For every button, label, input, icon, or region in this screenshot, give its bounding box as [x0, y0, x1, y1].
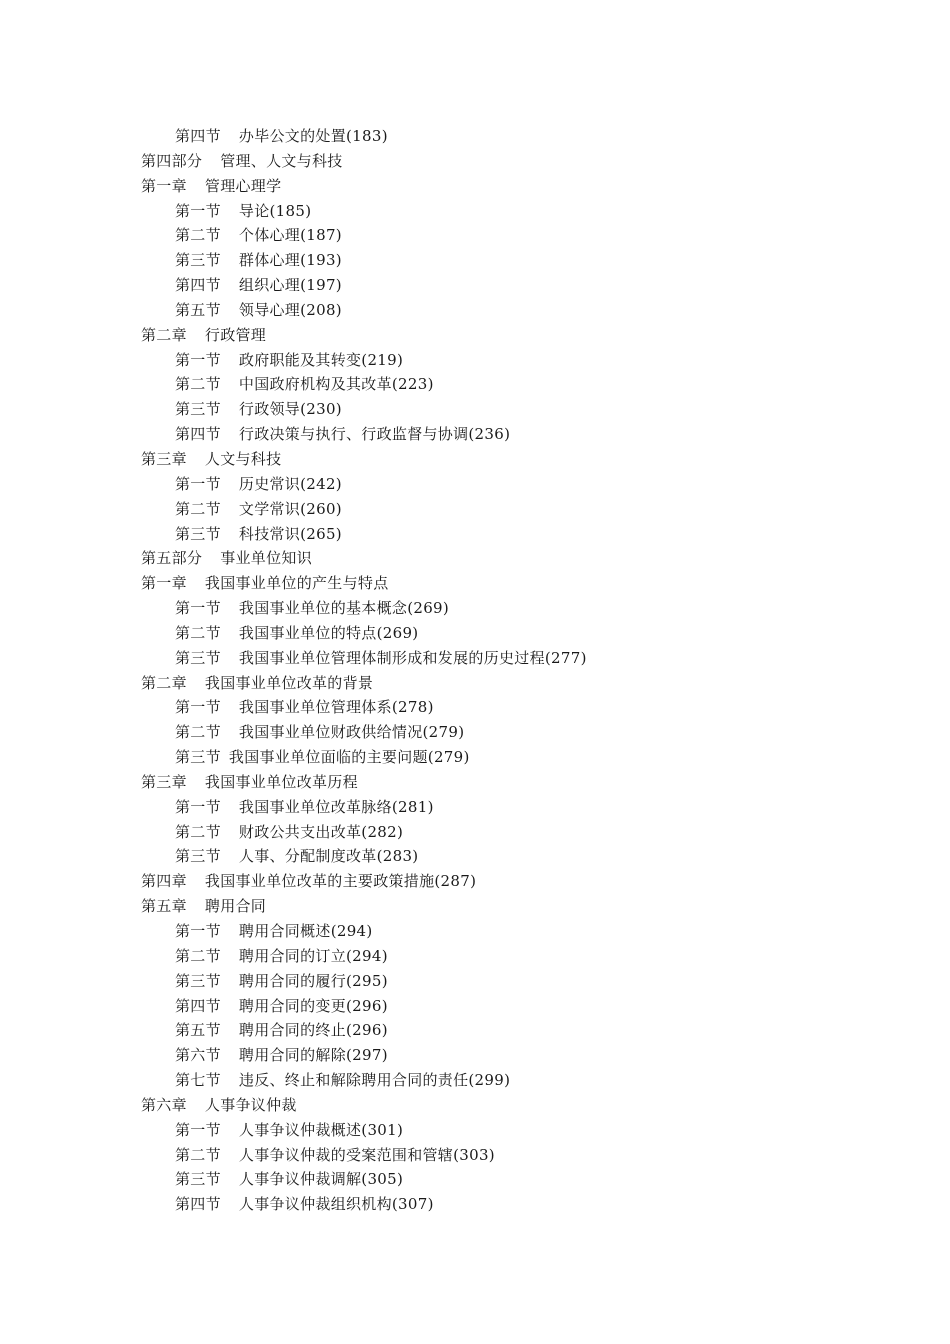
toc-title: 人事争议仲裁调解(305): [238, 1170, 404, 1189]
toc-title: 群体心理(193): [238, 251, 342, 270]
toc-entry: [141, 273, 901, 298]
toc-number: 第二节: [175, 226, 221, 245]
toc-entry: [141, 1143, 901, 1168]
toc-heading: [141, 1093, 901, 1118]
toc-entry: [141, 199, 901, 224]
toc-title: 领导心理(208): [238, 300, 342, 319]
toc-number: 第一节: [175, 201, 221, 220]
toc-number: 第三节: [175, 971, 221, 990]
toc-title: 聘用合同的终止(296): [238, 1021, 388, 1040]
toc-heading: [141, 546, 901, 571]
toc-number: 第二节: [175, 946, 221, 965]
toc-number: 第三节: [175, 1170, 221, 1189]
toc-title: 聘用合同的订立(294): [238, 946, 388, 965]
toc-title: 人事争议仲裁的受案范围和管辖(303): [238, 1145, 495, 1164]
toc-number: 第二节: [175, 623, 221, 642]
toc-title: 聘用合同概述(294): [238, 922, 373, 940]
toc-title: 中国政府机构及其改革(223): [238, 375, 434, 394]
toc-title: 行政决策与执行、行政监督与协调(236): [238, 425, 511, 444]
toc-title: 我国事业单位改革的主要政策措施(287): [204, 872, 477, 891]
toc-entry: [141, 1192, 901, 1217]
toc-number: 第四部分: [141, 151, 203, 170]
toc-number: 第五章: [141, 897, 187, 916]
toc-title: 人事、分配制度改革(283): [238, 847, 419, 866]
toc-title: 人事争议仲裁概述(301): [238, 1120, 404, 1139]
toc-title: 财政公共支出改革(282): [238, 822, 404, 841]
toc-title: 我国事业单位改革历程: [204, 772, 358, 791]
toc-entry: [141, 844, 901, 869]
toc-title: 科技常识(265): [238, 524, 342, 543]
toc-title: 聘用合同的变更(296): [238, 996, 388, 1015]
toc-entry: [141, 1118, 901, 1143]
toc-entry: [141, 596, 901, 621]
toc-number: 第一节: [175, 350, 221, 369]
toc-number: 第五节: [175, 1021, 221, 1040]
toc-number: 第一章: [141, 176, 187, 195]
toc-heading: [141, 447, 901, 472]
table-of-contents: [141, 124, 901, 1217]
toc-title: 文学常识(260): [238, 499, 342, 518]
toc-number: 第一节: [175, 474, 221, 493]
toc-title: 聘用合同: [204, 897, 267, 916]
toc-entry: [141, 969, 901, 994]
toc-number: 第四节: [175, 276, 221, 295]
toc-number: 第三节: [175, 847, 221, 866]
toc-title: 组织心理(197): [238, 276, 342, 295]
toc-title: 违反、终止和解除聘用合同的责任(299): [238, 1071, 511, 1090]
toc-number: 第二节: [175, 723, 221, 742]
toc-title: 办毕公文的处置(183): [238, 127, 388, 145]
toc-entry: [141, 795, 901, 820]
toc-title: 事业单位知识: [220, 549, 313, 568]
toc-title: 我国事业单位的基本概念(269): [238, 599, 450, 618]
toc-number: 第六节: [175, 1046, 221, 1065]
toc-number: 第一节: [175, 1120, 221, 1139]
toc-entry: [141, 1167, 901, 1192]
toc-title: 我国事业单位管理体系(278): [238, 698, 434, 717]
toc-title: 我国事业单位的产生与特点: [204, 574, 389, 593]
toc-entry: [141, 372, 901, 397]
toc-entry: [141, 621, 901, 646]
toc-title: 导论(185): [238, 201, 312, 220]
toc-title: 我国事业单位的特点(269): [238, 623, 419, 642]
toc-title: 聘用合同的履行(295): [238, 971, 388, 990]
toc-number: 第三章: [141, 772, 187, 791]
toc-title: 个体心理(187): [238, 226, 342, 245]
toc-title: 人事争议仲裁组织机构(307): [238, 1195, 434, 1214]
toc-entry: [141, 919, 901, 944]
toc-heading: [141, 323, 901, 348]
toc-title: 行政领导(230): [238, 400, 342, 419]
toc-entry: [141, 994, 901, 1019]
toc-number: 第七节: [175, 1071, 221, 1090]
toc-title: 人事争议仲裁: [204, 1095, 297, 1114]
toc-number: 第三节: [175, 748, 221, 767]
toc-entry: [141, 1018, 901, 1043]
toc-entry: [141, 397, 901, 422]
toc-entry: [141, 497, 901, 522]
toc-number: 第一节: [175, 698, 221, 717]
toc-number: 第三章: [141, 449, 187, 468]
toc-number: 第三节: [175, 400, 221, 419]
toc-title: 行政管理: [204, 325, 267, 344]
toc-title: 我国事业单位面临的主要问题(279): [228, 748, 470, 767]
toc-number: 第一节: [175, 797, 221, 816]
toc-entry: [141, 720, 901, 745]
toc-title: 人文与科技: [204, 449, 282, 468]
toc-number: 第四节: [175, 127, 221, 145]
toc-number: 第六章: [141, 1095, 187, 1114]
toc-number: 第五部分: [141, 549, 203, 568]
toc-entry: [141, 522, 901, 547]
toc-entry: [141, 820, 901, 845]
toc-entry: [141, 1043, 901, 1068]
toc-number: 第四节: [175, 996, 221, 1015]
toc-title: 我国事业单位财政供给情况(279): [238, 723, 465, 742]
toc-title: 管理心理学: [204, 176, 282, 195]
toc-number: 第三节: [175, 251, 221, 270]
toc-heading: [141, 149, 901, 174]
toc-number: 第四节: [175, 425, 221, 444]
toc-title: 我国事业单位改革脉络(281): [238, 797, 434, 816]
toc-entry: [141, 248, 901, 273]
toc-number: 第一章: [141, 574, 187, 593]
toc-heading: [141, 174, 901, 199]
toc-number: 第二节: [175, 1145, 221, 1164]
toc-entry: [141, 944, 901, 969]
toc-entry: [141, 348, 901, 373]
toc-entry: [141, 695, 901, 720]
toc-number: 第二节: [175, 822, 221, 841]
toc-title: 我国事业单位管理体制形成和发展的历史过程(277): [238, 648, 587, 667]
toc-entry: [141, 422, 901, 447]
toc-number: 第二节: [175, 375, 221, 394]
toc-title: 历史常识(242): [238, 474, 342, 493]
toc-heading: [141, 671, 901, 696]
toc-title: 管理、人文与科技: [220, 151, 343, 170]
toc-number: 第一节: [175, 599, 221, 618]
toc-heading: [141, 770, 901, 795]
toc-entry: [141, 223, 901, 248]
toc-entry: [141, 472, 901, 497]
toc-number: 第四章: [141, 872, 187, 891]
toc-number: 第二章: [141, 325, 187, 344]
toc-number: 第二章: [141, 673, 187, 692]
toc-heading: [141, 869, 901, 894]
toc-number: 第三节: [175, 524, 221, 543]
toc-entry: [141, 646, 901, 671]
toc-title: 聘用合同的解除(297): [238, 1046, 388, 1065]
toc-entry: [141, 745, 901, 770]
toc-title: 我国事业单位改革的背景: [204, 673, 374, 692]
toc-entry: [141, 1068, 901, 1093]
toc-number: 第五节: [175, 300, 221, 319]
toc-entry: [141, 298, 901, 323]
toc-entry: [141, 124, 901, 149]
toc-number: 第一节: [175, 922, 221, 940]
toc-heading: [141, 571, 901, 596]
toc-number: 第二节: [175, 499, 221, 518]
toc-number: 第三节: [175, 648, 221, 667]
toc-heading: [141, 894, 901, 919]
toc-number: 第四节: [175, 1195, 221, 1214]
toc-title: 政府职能及其转变(219): [238, 350, 404, 369]
